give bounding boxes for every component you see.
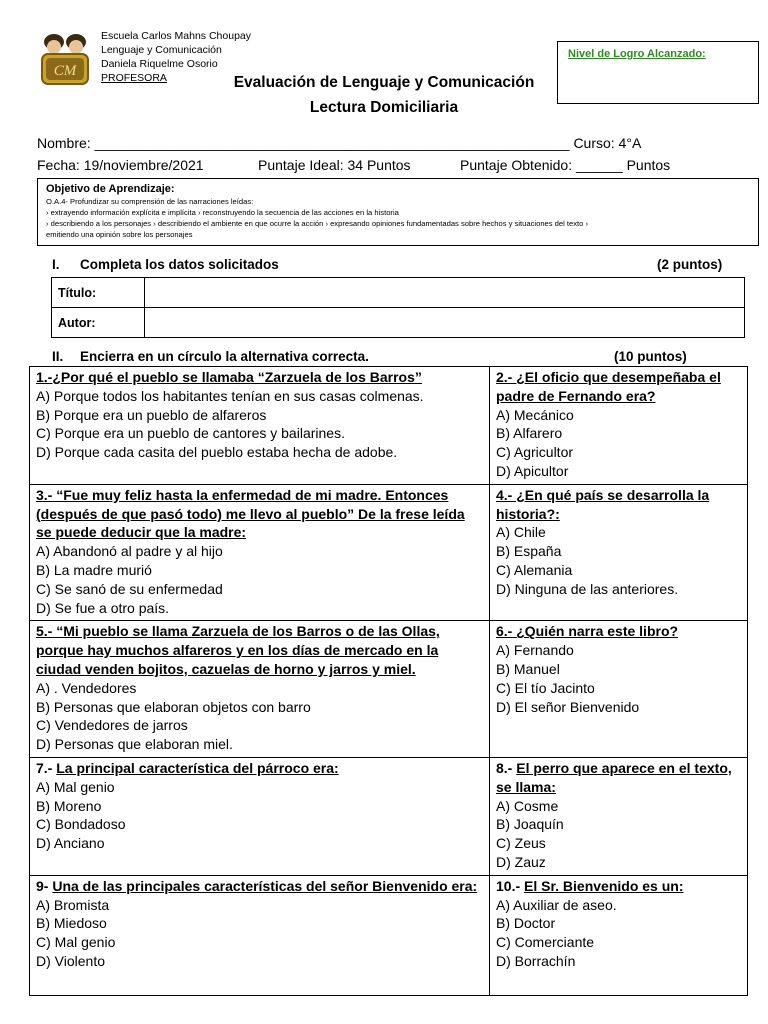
option-c[interactable]: C) Se sanó de su enfermedad [36, 580, 223, 597]
option-d[interactable]: D) Ninguna de las anteriores. [496, 580, 679, 597]
question-text [496, 877, 741, 896]
question-number: 8.- [496, 759, 517, 776]
nivel-logro-box [557, 41, 759, 104]
option-a[interactable]: A) Bromista [36, 896, 110, 913]
objetivo-line: emitiendo una opinión sobre los personajes [46, 230, 193, 239]
questions-table [29, 366, 748, 996]
option-c[interactable]: C) El tío Jacinto [496, 679, 595, 696]
option-d[interactable]: D) El señor Bienvenido [496, 698, 640, 715]
section2-title: Encierra en un círculo la alternativa correcta. [80, 349, 369, 364]
nombre-label: Nombre: [37, 135, 91, 151]
option-b[interactable]: B) España [496, 543, 562, 560]
option-a[interactable]: A) Auxiliar de aseo. [496, 896, 617, 913]
option-a[interactable]: A) Chile [496, 524, 546, 541]
question-text [36, 877, 483, 896]
question-cell [30, 484, 490, 621]
question-cell [30, 621, 490, 758]
section1-points: (2 puntos) [657, 257, 723, 272]
question-body: La principal característica del párroco era: [56, 759, 339, 776]
question-text: 2.- ¿El oficio que desempeñaba el padre de Fernando era? [496, 369, 721, 404]
option-d[interactable]: D) Zauz [496, 853, 546, 870]
autor-label: Autor: [52, 308, 145, 338]
option-a[interactable]: A) Mecánico [496, 406, 574, 423]
subject-name: Lenguaje y Comunicación [101, 44, 222, 56]
nombre-row [37, 135, 641, 151]
question-cell [490, 484, 748, 621]
question-cell [30, 367, 490, 485]
question-text: 5.- “Mi pueblo se llama Zarzuela de los Barros o de las Ollas, porque hay muchos alfareros y en los días de mercado en la ciudad venden bojitos, cazuelas de horno y jarros y miel. [36, 623, 440, 677]
question-text [496, 759, 741, 797]
option-b[interactable]: B) Alfarero [496, 425, 563, 442]
titulo-label: Título: [52, 278, 145, 308]
curso-label: Curso: 4°A [573, 135, 642, 151]
nivel-logro-label: Nivel de Logro Alcanzado: [568, 48, 706, 60]
svg-text:CM: CM [53, 63, 77, 79]
option-d[interactable]: D) Violento [36, 952, 106, 969]
puntaje-ideal: Puntaje Ideal: 34 Puntos [258, 157, 411, 173]
fecha-label: Fecha: 19/noviembre/2021 [37, 157, 204, 173]
section1-title: Completa los datos solicitados [80, 257, 279, 272]
question-cell [490, 621, 748, 758]
autor-input[interactable] [145, 308, 745, 338]
option-d[interactable]: D) Borrachín [496, 952, 576, 969]
option-d[interactable]: D) Anciano [36, 835, 105, 852]
option-b[interactable]: B) Manuel [496, 660, 560, 677]
question-number: 9- [36, 877, 53, 894]
question-cell [490, 757, 748, 875]
page-title: Evaluación de Lenguaje y Comunicación [233, 74, 535, 91]
objetivo-title: Objetivo de Aprendizaje: [46, 183, 175, 195]
question-text: 4.- ¿En qué país se desarrolla la historia?: [496, 486, 710, 522]
puntaje-obtenido[interactable]: Puntaje Obtenido: ______ Puntos [460, 157, 671, 173]
option-a[interactable]: A) Abandonó al padre y al hijo [36, 543, 223, 560]
option-c[interactable]: C) Bondadoso [36, 816, 126, 833]
question-text: 3.- “Fue muy feliz hasta la enfermedad de mi madre. Entonces (después de que pasó todo) me llevo al pueblo” De la frese leída se puede deducir que la madre: [36, 486, 465, 541]
option-b[interactable]: B) Moreno [36, 797, 102, 814]
question-number: 10.- [496, 877, 525, 894]
question-text [36, 759, 483, 778]
section1-numeral: I. [52, 257, 60, 272]
question-cell [490, 367, 748, 485]
option-a[interactable]: A) Cosme [496, 797, 559, 814]
teacher-name: Daniela Riquelme Osorio [101, 58, 218, 70]
question-number: 7.- [36, 759, 57, 776]
question-body: El perro que aparece en el texto, se llama: [496, 759, 732, 795]
option-c[interactable]: C) Mal genio [36, 934, 116, 951]
option-d[interactable]: D) Se fue a otro país. [36, 599, 170, 616]
option-b[interactable]: B) Personas que elaboran objetos con barro [36, 698, 311, 715]
option-c[interactable]: C) Zeus [496, 835, 546, 852]
option-d[interactable]: D) Porque cada casita del pueblo estaba hecha de adobe. [36, 444, 398, 461]
option-a[interactable]: A) Porque todos los habitantes tenían en sus casas colmenas. [36, 387, 424, 404]
option-d[interactable]: D) Apicultor [496, 462, 569, 479]
question-cell [490, 875, 748, 995]
question-body: Una de las principales características del señor Bienvenido era: [52, 877, 478, 894]
option-c[interactable]: C) Agricultor [496, 444, 574, 461]
question-cell [30, 757, 490, 875]
option-b[interactable]: B) Doctor [496, 915, 556, 932]
question-text: 6.- ¿Quién narra este libro? [496, 623, 679, 640]
titulo-input[interactable] [145, 278, 745, 308]
option-c[interactable]: C) Porque era un pueblo de cantores y bailarines. [36, 425, 345, 442]
objetivo-line: › extrayendo información explícita e implícita › reconstruyendo la secuencia de las acciones en la historia [46, 208, 399, 217]
school-name: Escuela Carlos Mahns Choupay [101, 30, 251, 42]
option-c[interactable]: C) Alemania [496, 561, 573, 578]
option-b[interactable]: B) La madre murió [36, 561, 152, 578]
objetivo-box [37, 178, 759, 246]
option-a[interactable]: A) Fernando [496, 642, 574, 659]
option-a[interactable]: A) Mal genio [36, 778, 115, 795]
objetivo-line: › describiendo a los personajes › describiendo el ambiente en que ocurre la acción › expresando opiniones fundamentadas sobre hechos y situaciones del texto › [46, 219, 589, 228]
datos-table [51, 277, 745, 338]
option-c[interactable]: C) Vendedores de jarros [36, 717, 188, 734]
option-b[interactable]: B) Porque era un pueblo de alfareros [36, 406, 267, 423]
option-a[interactable]: A) . Vendedores [36, 679, 137, 696]
question-cell [30, 875, 490, 995]
objetivo-line: O.A.4- Profundizar su comprensión de las narraciones leídas: [46, 197, 254, 206]
section2-points: (10 puntos) [614, 349, 687, 364]
question-text: 1.-¿Por qué el pueblo se llamaba “Zarzuela de los Barros” [36, 369, 422, 385]
page-subtitle: Lectura Domiciliaria [309, 99, 459, 116]
option-c[interactable]: C) Comerciante [496, 934, 595, 951]
option-d[interactable]: D) Personas que elaboran miel. [36, 736, 233, 753]
question-body: El Sr. Bienvenido es un: [524, 877, 684, 894]
nombre-field[interactable]: _____________________________________________________________ [94, 135, 570, 151]
option-b[interactable]: B) Joaquín [496, 816, 564, 833]
option-b[interactable]: B) Miedoso [36, 915, 107, 932]
section2-numeral: II. [52, 349, 64, 364]
teacher-role: PROFESORA [101, 72, 167, 84]
